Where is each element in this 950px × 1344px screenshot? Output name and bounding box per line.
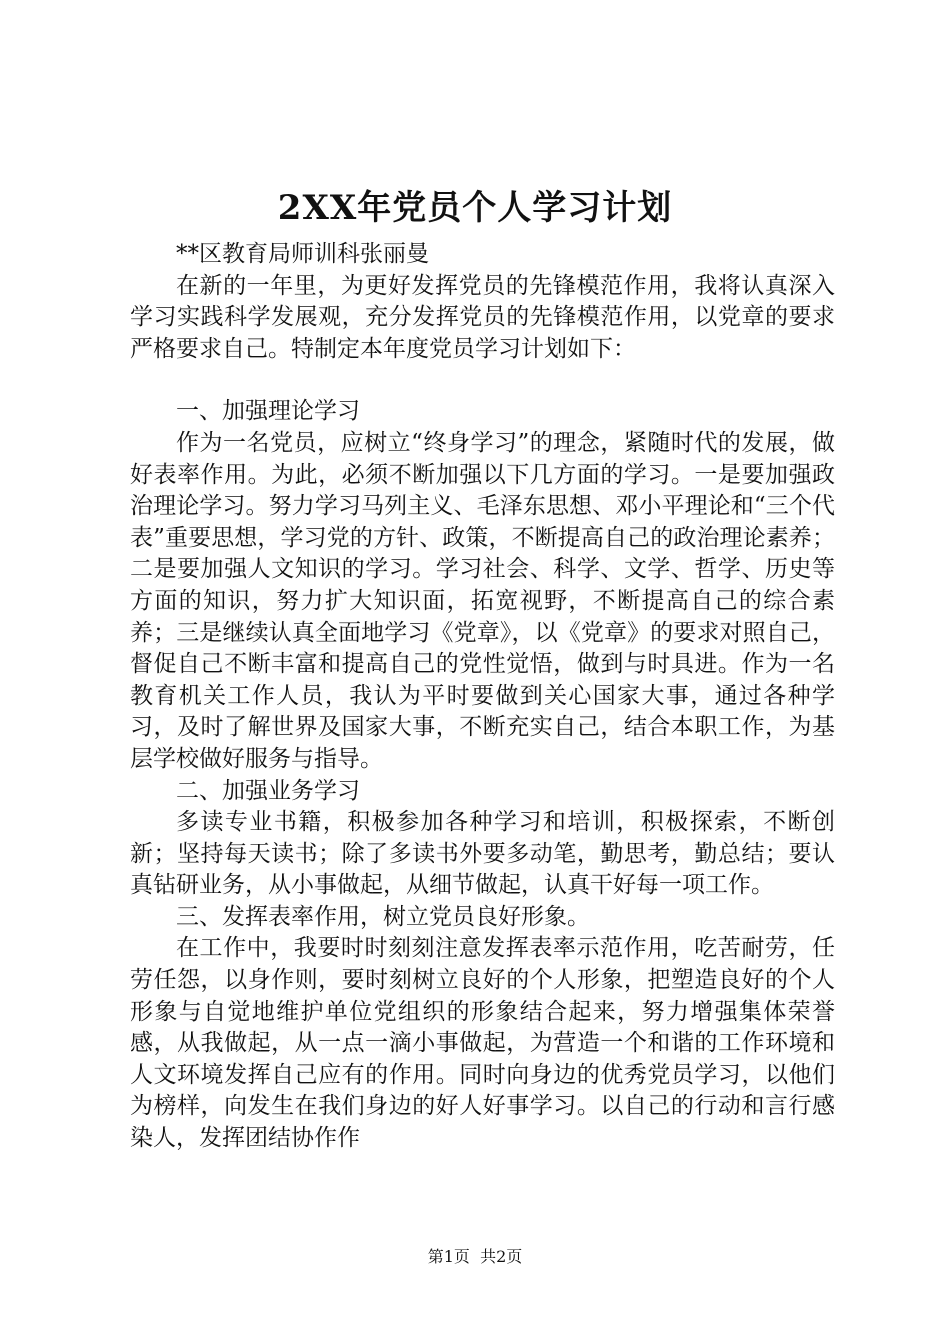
document-title: 2XX年党员个人学习计划	[277, 188, 673, 228]
section-heading-3: 三、发挥表率作用，树立党员良好形象。	[176, 903, 590, 930]
section-1-paragraph: 作为一名党员，应树立“终身学习”的理念，紧随时代的发展，做好表率作用。为此，必须不断加强以下几方面的学习。一是要加强政治理论学习。努力学习马列主义、毛泽东思想、邓小平理论和“三个代表”重要思想，学习党的方针、政策，不断提高自己的政治理论素养；二是要加强人文知识的学习。学习社会、科学、文学、哲学、历史等方面的知识，努力扩大知识面，拓宽视野，不断提高自己的综合素养；三是继续认真全面地学习《党章》，以《党章》的要求对照自己，督促自己不断丰富和提高自己的党性觉悟，做到与时具进。作为一名教育机关工作人员，我认为平时要做到关心国家大事，通过各种学习，及时了解世界及国家大事，不断充实自己，结合本职工作，为基层学校做好服务与指导。	[130, 429, 835, 772]
section-heading-1: 一、加强理论学习	[176, 398, 360, 425]
page-footer	[0, 1246, 950, 1268]
page-number-total: 共2页	[480, 1247, 523, 1266]
intro-paragraph: 在新的一年里，为更好发挥党员的先锋模范作用，我将认真深入学习实践科学发展观，充分发挥党员的先锋模范作用，以党章的要求严格要求自己。特制定本年度党员学习计划如下：	[130, 272, 835, 362]
document-body	[130, 239, 835, 1155]
section-heading-2: 二、加强业务学习	[176, 777, 360, 804]
section-2-paragraph: 多读专业书籍，积极参加各种学习和培训，积极探索，不断创新；坚持每天读书；除了多读书外要多动笔，勤思考，勤总结；要认真钻研业务，从小事做起，从细节做起，认真干好每一项工作。	[130, 809, 835, 899]
section-3-paragraph: 在工作中，我要时时刻刻注意发挥表率示范作用，吃苦耐劳，任劳任怨，以身作则，要时刻树立良好的个人形象，把塑造良好的个人形象与自觉地维护单位党组织的形象结合起来，努力增强集体荣誉感，从我做起，从一点一滴小事做起，为营造一个和谐的工作环境和人文环境发挥自己应有的作用。同时向身边的优秀党员学习，以他们为榜样，向发生在我们身边的好人好事学习。以自己的行动和言行感染人，发挥团结协作作	[130, 935, 835, 1152]
page-number-current: 第1页	[427, 1247, 470, 1266]
author-line: **区教育局师训科张丽曼	[176, 241, 429, 267]
